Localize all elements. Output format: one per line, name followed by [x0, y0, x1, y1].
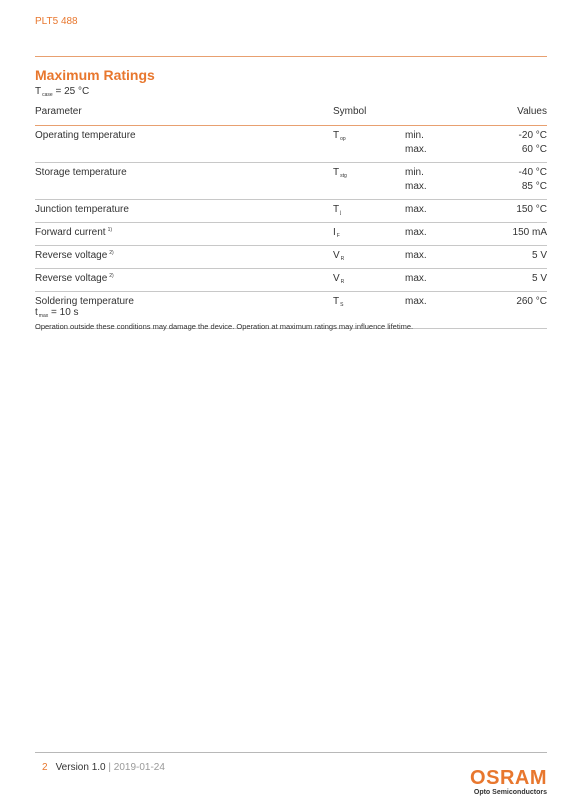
condition-cell: max. [405, 273, 427, 284]
footnote-marker: 2) [109, 273, 114, 279]
parameter-name: Reverse voltage [35, 250, 108, 261]
footer [42, 762, 165, 773]
logo-tagline: Opto Semiconductors [473, 789, 547, 796]
symbol-cell [333, 273, 344, 285]
symbol-letter: V [333, 273, 340, 284]
parameter-name: Junction temperature [35, 204, 129, 215]
symbol-subscript: S [340, 302, 344, 308]
value-cell: 150 °C [516, 204, 547, 215]
parameter-cell [35, 204, 129, 215]
table-row [35, 223, 547, 246]
footer-separator: | [108, 762, 111, 773]
symbol-cell [333, 130, 346, 142]
parameter-cell [35, 250, 114, 261]
column-header-values: Values [517, 106, 547, 117]
parameter-cell [35, 227, 112, 238]
symbol-subscript: op [340, 136, 346, 142]
parameter-cell [35, 130, 136, 141]
condition-symbol: T [35, 86, 42, 97]
condition-cell: max. [405, 250, 427, 261]
section-title: Maximum Ratings [35, 67, 155, 83]
symbol-letter: T [333, 204, 340, 215]
symbol-subscript: R [340, 279, 345, 285]
condition-subscript: max [38, 313, 49, 319]
document-id: PLT5 488 [35, 16, 78, 27]
value-cell: 260 °C [516, 296, 547, 307]
symbol-letter: T [333, 167, 340, 178]
value-cell: -20 °C [518, 130, 547, 141]
parameter-cell [35, 273, 114, 284]
symbol-letter: T [333, 130, 340, 141]
value-cell: 5 V [531, 250, 547, 261]
column-header-parameter: Parameter [35, 106, 82, 117]
table-row [35, 269, 547, 292]
condition-cell: max. [405, 296, 427, 307]
osram-logo [470, 768, 547, 797]
footnote-text: Operation outside these conditions may damage the device. Operation at maximum ratings may influence lifetime. [35, 322, 414, 331]
release-date: 2019-01-24 [113, 762, 165, 773]
value-cell: 150 mA [512, 227, 547, 238]
parameter-name: Operating temperature [35, 130, 136, 141]
parameter-condition [35, 307, 134, 319]
header-divider [35, 56, 547, 57]
symbol-cell [333, 250, 344, 262]
symbol-subscript: F [336, 233, 340, 239]
version-label: Version 1.0 [55, 762, 106, 773]
symbol-cell [333, 204, 341, 216]
parameter-name: Storage temperature [35, 167, 127, 178]
value-cell: 5 V [531, 273, 547, 284]
ratings-table [35, 126, 547, 329]
table-row [35, 246, 547, 269]
symbol-cell [333, 227, 340, 239]
table-header [35, 105, 547, 126]
condition-subscript: case [42, 92, 53, 98]
table-row [35, 163, 547, 200]
condition-cell: max. [405, 227, 427, 238]
case-temperature-condition [35, 86, 89, 98]
condition-cell: min. [405, 167, 424, 178]
column-header-symbol: Symbol [333, 106, 367, 117]
parameter-name: Reverse voltage [35, 273, 108, 284]
symbol-subscript: j [340, 210, 342, 216]
condition-cell: max. [405, 144, 427, 155]
condition-cell: max. [405, 204, 427, 215]
parameter-name: Soldering temperature [35, 296, 134, 307]
condition-cell: min. [405, 130, 424, 141]
symbol-subscript: R [340, 256, 345, 262]
symbol-letter: T [333, 296, 340, 307]
symbol-cell [333, 296, 343, 308]
value-cell: 85 °C [521, 181, 547, 192]
symbol-letter: V [333, 250, 340, 261]
symbol-cell [333, 167, 347, 179]
table-row [35, 200, 547, 223]
parameter-cell [35, 296, 134, 319]
symbol-subscript: stg [340, 173, 347, 179]
condition-value: = 25 °C [55, 86, 90, 97]
table-row [35, 126, 547, 163]
parameter-cell [35, 167, 127, 178]
page-number: 2 [42, 762, 48, 773]
symbol-letter: I [333, 227, 336, 238]
footnote-marker: 1) [107, 227, 113, 233]
parameter-name: Forward current [35, 227, 106, 238]
value-cell: -40 °C [518, 167, 547, 178]
condition-value: = 10 s [51, 307, 79, 318]
logo-brand: OSRAM [470, 767, 547, 789]
footnote-marker: 2) [109, 250, 114, 256]
value-cell: 60 °C [521, 144, 547, 155]
footer-divider [35, 752, 547, 753]
condition-symbol: t [35, 307, 38, 318]
condition-cell: max. [405, 181, 427, 192]
